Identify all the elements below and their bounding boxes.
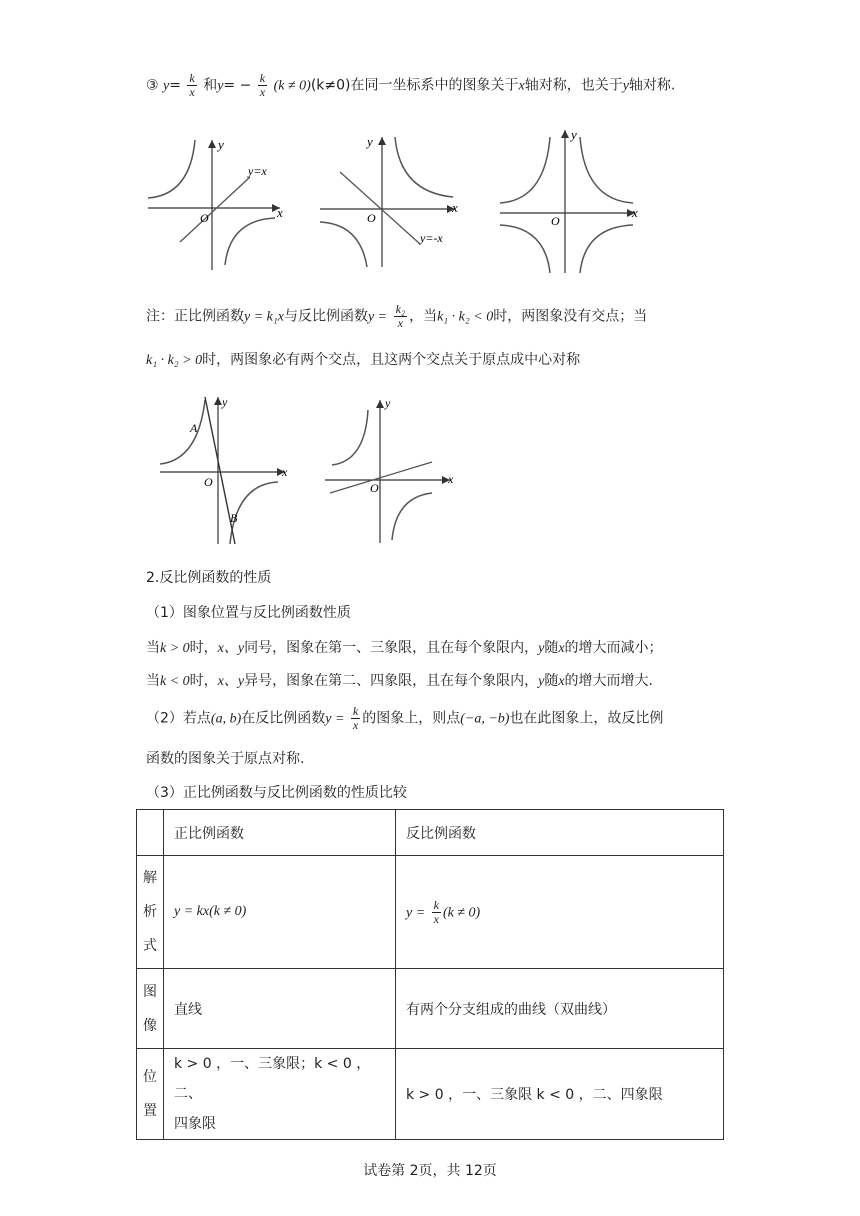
x-label: x [277, 205, 283, 220]
y-label: y [571, 127, 577, 142]
fraction-k-over-x: $\frac{k}{x}$ [189, 71, 195, 99]
page-footer: 试卷第 2页，共 12页 [363, 1163, 497, 1179]
hyperbola-q1 [580, 137, 633, 203]
x-label: x [282, 465, 288, 479]
row-label-position: 位 置 [137, 1049, 164, 1140]
table-row-position [137, 1049, 724, 1140]
cell-inverse-graph: 有两个分支组成的曲线（双曲线） [396, 969, 724, 1049]
y-label: y [385, 396, 391, 410]
graph-no-intersection-line [150, 392, 300, 547]
header-direct: 正比例函数 [164, 810, 396, 856]
text-3: 轴对称. [628, 77, 676, 94]
comparison-table [136, 809, 724, 1140]
eq: = [169, 77, 181, 94]
hyperbola-q2 [500, 137, 550, 203]
formula-inverse-lhs: y = [367, 309, 388, 325]
graph-symmetric-hyperbolas [495, 125, 645, 275]
x-label: x [632, 205, 638, 220]
note-line-2 [146, 349, 580, 369]
y-axis-arrow [561, 130, 569, 138]
line-label: y=-x [420, 231, 443, 245]
note-line-1 [146, 303, 647, 330]
hyperbola-branch-2 [320, 222, 367, 267]
note-tail-1: 时，两图象没有交点；当 [493, 308, 648, 325]
hyperbola-branch-1 [395, 137, 453, 197]
subsection-3: （3）正比例函数与反比例函数的性质比较 [146, 785, 407, 801]
origin-label: O [200, 211, 209, 225]
hyperbola-branch-2 [392, 493, 432, 540]
origin-label: O [367, 211, 376, 225]
ineq-negative: k₁ · k₂ < 0 [437, 309, 494, 325]
cell-direct-graph: 直线 [164, 969, 396, 1049]
hyperbola-branch-1 [160, 400, 205, 464]
fraction-k-over-x-2: $\frac{k}{x}$ [259, 71, 266, 99]
y-axis-arrow [208, 140, 216, 148]
text-1: 在同一坐标系中的图象关于 [350, 77, 519, 94]
subsection-2-line-1: （2）若点(a, b)在反比例函数y = $\frac{k}{x}$ 的图象上，则点(−a, −b)也在此图象上，故反比例 [146, 704, 664, 732]
axis-y-var: y [622, 78, 629, 94]
condition-2: (k≠0) [310, 77, 351, 94]
text-2: 轴对称，也关于 [524, 77, 623, 94]
subsection-1: （1）图象位置与反比例函数性质 [146, 605, 351, 621]
cell-direct-formula: y = kx(k ≠ 0) [164, 856, 396, 969]
statement-line-3 [146, 72, 675, 99]
and-text: 和 [203, 77, 218, 94]
subsection-2-line-2: 函数的图象关于原点对称. [146, 751, 305, 767]
table-header-row [137, 810, 724, 856]
graph-hyperbola-with-y-equals-x [140, 135, 290, 275]
y-axis-arrow [376, 400, 384, 408]
var-y2: y [217, 78, 224, 94]
origin-label: O [370, 481, 379, 495]
graph-intersecting-positive-line [320, 395, 465, 545]
hyperbola-branch-1 [332, 410, 368, 465]
row-label-formula: 解 析 式 [137, 856, 164, 969]
y-axis-arrow [214, 397, 222, 405]
point-b-label: B [230, 511, 238, 525]
header-empty [137, 810, 164, 856]
header-inverse: 反比例函数 [396, 810, 724, 856]
item-marker: ③ [146, 77, 159, 94]
property-k-negative: 当k < 0时，x、y异号，图象在第二、四象限，且在每个象限内，y随x的增大而增大. [146, 673, 653, 689]
hyperbola-branch-2 [225, 218, 275, 265]
line-positive-slope [330, 462, 432, 493]
formula-direct: y = k₁x [244, 309, 284, 325]
eq-neg: = − [223, 77, 252, 94]
hyperbola-q4 [580, 225, 633, 273]
axis-x-var: x [518, 78, 525, 94]
y-label: y [367, 134, 373, 149]
note-mid: 与反比例函数 [283, 308, 368, 325]
ineq-positive: k₁ · k₂ > 0 [146, 353, 203, 368]
note-tail-2: 时，两图象必有两个交点，且这两个交点关于原点成中心对称 [202, 352, 581, 368]
point-a-label: A [190, 421, 198, 435]
table-row-graph [137, 969, 724, 1049]
origin-label: O [551, 214, 560, 228]
origin-label: O [204, 475, 213, 489]
line-label: y=x [248, 164, 267, 178]
property-k-positive: 当k > 0时，x、y同号，图象在第一、三象限，且在每个象限内，y随x的增大而减小； [146, 640, 663, 656]
fraction-k-over-x-3: $\frac{k}{x}$ [352, 704, 359, 732]
fraction-k2-over-x: $\frac{\text{k₂}}{x}$ [395, 302, 406, 330]
y-axis-arrow [378, 137, 386, 145]
table-row-formula [137, 856, 724, 969]
row-label-graph: 图 像 [137, 969, 164, 1049]
section-title: 2.反比例函数的性质 [146, 570, 272, 586]
var-y: y [163, 78, 170, 94]
y-label: y [218, 137, 224, 152]
condition: (k ≠ 0) [273, 78, 311, 94]
note-lead: 注：正比例函数 [146, 308, 244, 325]
hyperbola-branch-1 [148, 140, 195, 198]
cell-direct-position: k > 0 ，一、三象限；k < 0 ，二、 四象限 [164, 1049, 396, 1140]
x-label: x [448, 472, 454, 486]
y-label: y [222, 395, 228, 409]
cell-inverse-position: k > 0 ，一、三象限 k < 0 ，二、四象限 [396, 1049, 724, 1140]
graph-hyperbola-with-y-equals-neg-x [315, 132, 470, 272]
x-label: x [452, 200, 458, 215]
hyperbola-q3 [500, 225, 550, 273]
note-cond: ，当 [409, 308, 438, 325]
line-y-equals-neg-x [340, 172, 420, 244]
cell-inverse-formula: y = $\frac{k}{x}$ (k ≠ 0) [396, 856, 724, 969]
